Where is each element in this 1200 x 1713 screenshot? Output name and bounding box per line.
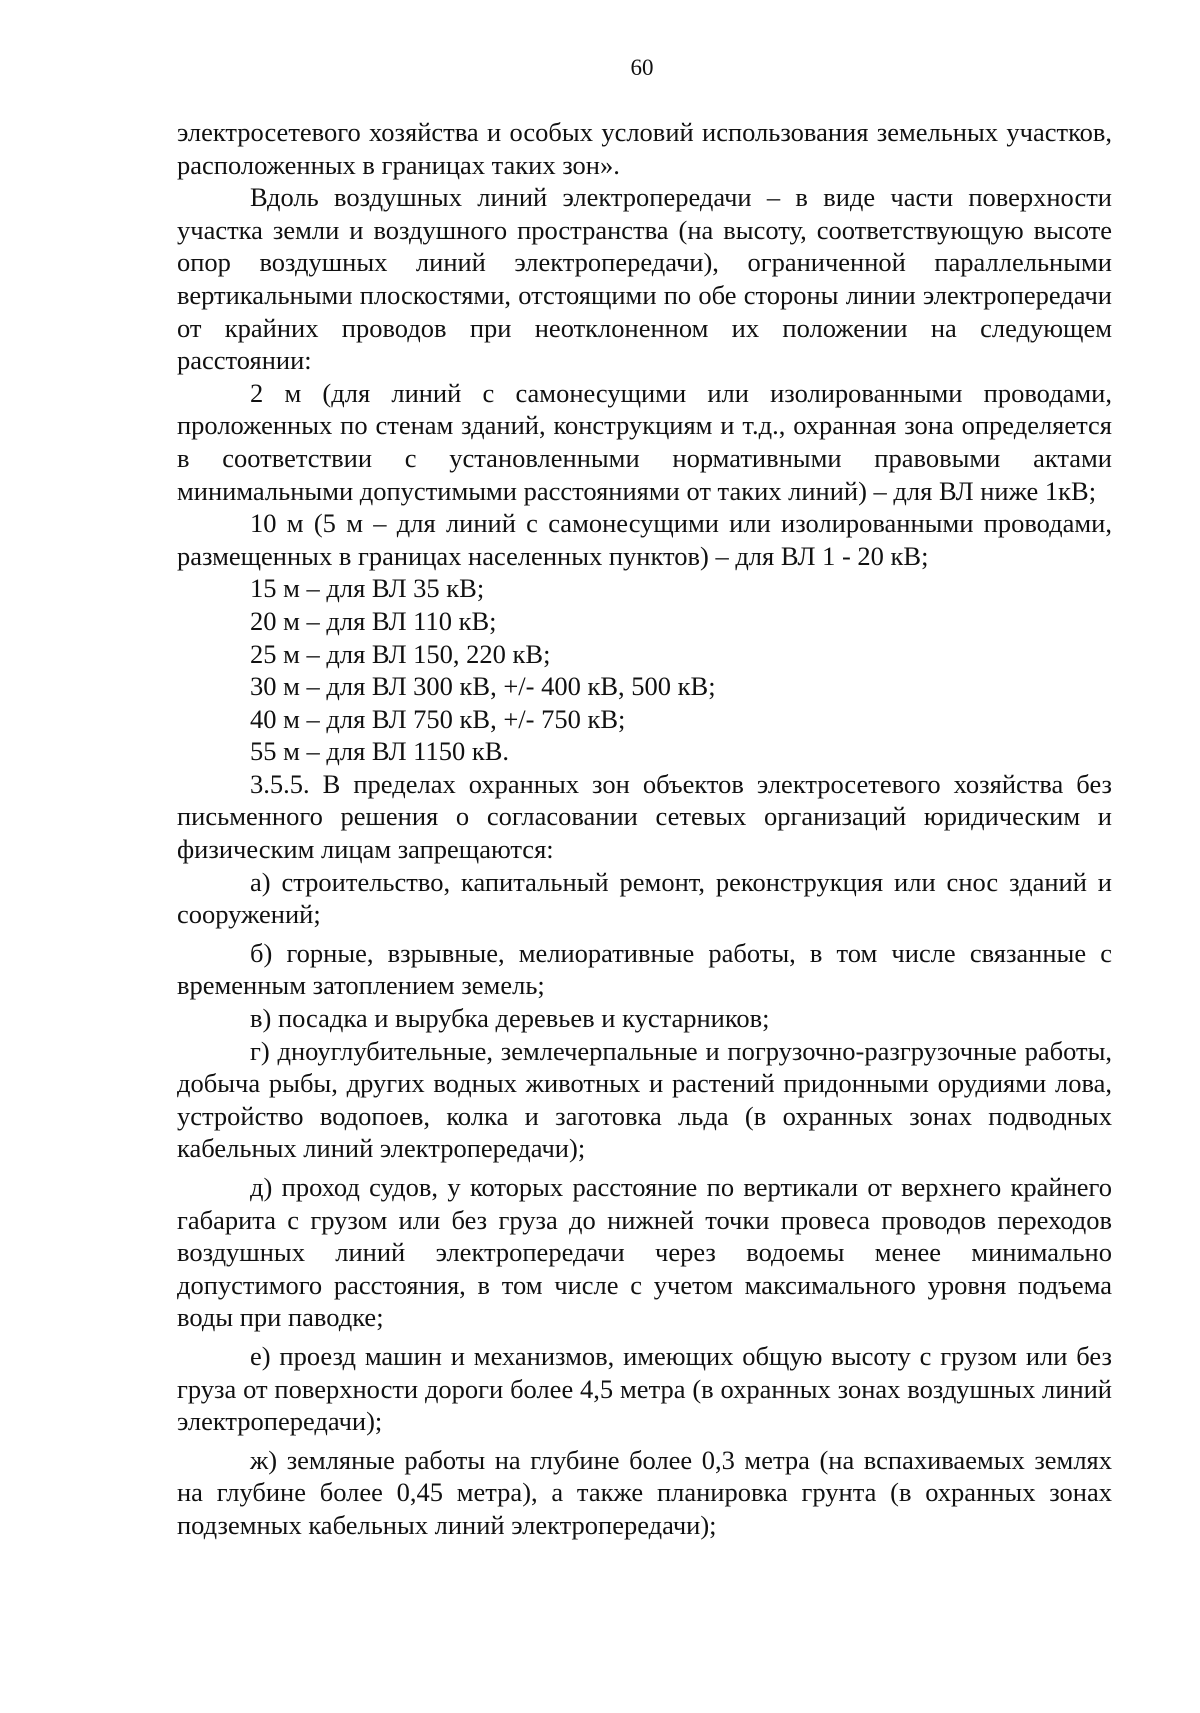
paragraph-overhead-lines: Вдоль воздушных линий электропередачи – в виде части поверхности участка земли и воздушного пространства (на высоту, соответствующую высоте опор воздушных линий электропередачи), ограниченной параллельными вертикальными плоскостями, отстоящими по обе стороны линии электропередачи от крайних проводов при неотклоненном их положении на следующем расстоянии:: [177, 182, 1112, 376]
list-item-15m: 15 м – для ВЛ 35 кВ;: [250, 573, 485, 604]
page-number: 60: [630, 55, 654, 80]
list-item-20m: 20 м – для ВЛ 110 кВ;: [250, 605, 497, 636]
list-item-a: а) строительство, капитальный ремонт, реконструкция или снос зданий и сооружений;: [177, 866, 1112, 930]
list-item-g: г) дноуглубительные, землечерпальные и погрузочно-разгрузочные работы, добыча рыбы, других водных животных и растений придонными орудиями лова, устройство водопоев, колка и заготовка льда (в охранных зонах подводных кабельных линий электропередачи);: [177, 1035, 1112, 1164]
list-item-zh: ж) земляные работы на глубине более 0,3 метра (на вспахиваемых землях на глубине более 0,45 метра), а также планировка грунта (в охранных зонах подземных кабельных линий электропередачи);: [177, 1444, 1112, 1540]
list-item-e: е) проезд машин и механизмов, имеющих общую высоту с грузом или без груза от поверхности дороги более 4,5 метра (в охранных зонах воздушных линий электропередачи);: [177, 1340, 1112, 1437]
list-item-55m: 55 м – для ВЛ 1150 кВ.: [250, 736, 509, 767]
list-item-d: д) проход судов, у которых расстояние по вертикали от верхнего крайнего габарита с грузом или без груза до нижней точки провеса проводов переходов воздушных линий электропередачи через водоемы менее минимально допустимого расстояния, в том числе с учетом максимального уровня подъема воды при паводке;: [177, 1172, 1112, 1333]
section-3-5-5: 3.5.5. В пределах охранных зон объектов электросетевого хозяйства без письменного решения о согласовании сетевых организаций юридическим и физическим лицам запрещаются:: [177, 768, 1112, 865]
list-item-2m: 2 м (для линий с самонесущими или изолированными проводами, проложенных по стенам зданий, конструкциям и т.д., охранная зона определяется в соответствии с установленными нормативными правовыми актами минимальными допустимыми расстояниями от таких линий) – для ВЛ ниже 1кВ;: [177, 377, 1112, 506]
list-item-b: б) горные, взрывные, мелиоративные работы, в том числе связанные с временным затоплением земель;: [177, 937, 1112, 1001]
list-item-25m: 25 м – для ВЛ 150, 220 кВ;: [250, 638, 551, 669]
document-body: [177, 116, 1112, 1542]
list-item-40m: 40 м – для ВЛ 750 кВ, +/- 750 кВ;: [250, 703, 626, 734]
paragraph-continuation: электросетевого хозяйства и особых условий использования земельных участков, расположенных в границах таких зон».: [177, 117, 1112, 180]
list-item-30m: 30 м – для ВЛ 300 кВ, +/- 400 кВ, 500 кВ;: [250, 671, 716, 702]
list-item-v: в) посадка и вырубка деревьев и кустарников;: [250, 1003, 770, 1034]
list-item-10m: 10 м (5 м – для линий с самонесущими или изолированными проводами, размещенных в границах населенных пунктов) – для ВЛ 1 - 20 кВ;: [177, 508, 1112, 571]
